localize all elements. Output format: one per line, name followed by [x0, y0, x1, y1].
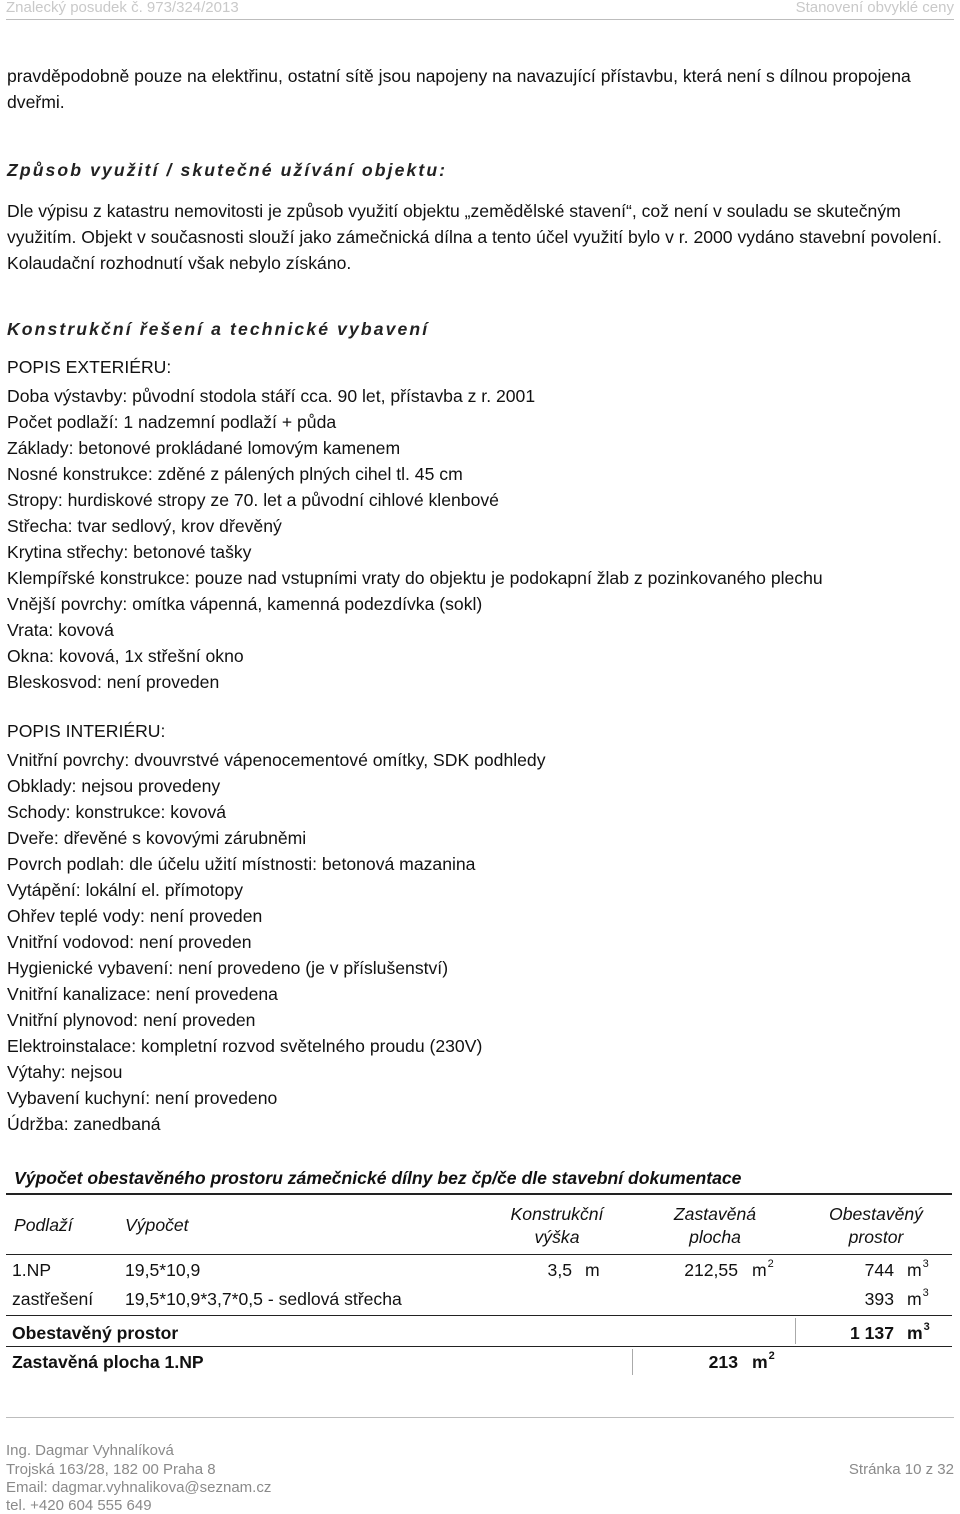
col-header-floor: Podlaží [14, 1215, 73, 1235]
list-item: Vnitřní vodovod: není proveden [7, 932, 252, 952]
exterior-list [7, 383, 823, 695]
calc-table-title: Výpočet obestavěného prostoru zámečnické dílny bez čp/če dle stavební dokumentace [14, 1168, 742, 1188]
list-item: Nosné konstrukce: zděné z pálených plných cihel tl. 45 cm [7, 464, 463, 484]
list-item: Doba výstavby: původní stodola stáří cca. 90 let, přístavba z r. 2001 [7, 386, 536, 406]
row2-volume-unit: $m^3$ [907, 1287, 929, 1309]
header-section-title: Stanovení obvyklé ceny [795, 0, 954, 16]
table-divider [795, 1318, 796, 1344]
total-volume-value: 1 137 [849, 1323, 894, 1343]
list-item: Počet podlaží: 1 nadzemní podlaží + půda [7, 412, 337, 432]
footer-divider [6, 1417, 954, 1418]
list-item: Elektroinstalace: kompletní rozvod světelného proudu (230V) [7, 1036, 483, 1056]
col-header-volume-1: Obestavěný [829, 1204, 923, 1224]
list-item: Vnitřní kanalizace: není provedena [7, 984, 278, 1004]
list-item: Bleskosvod: není proveden [7, 672, 220, 692]
row1-volume: 744 [864, 1260, 894, 1280]
col-header-height-2: výška [534, 1227, 580, 1247]
col-header-height-1: Konstrukční [510, 1204, 604, 1224]
footer-phone: tel. +420 604 555 649 [6, 1497, 152, 1514]
row1-height-unit: m [585, 1260, 600, 1280]
row1-calc: 19,5*10,9 [125, 1260, 201, 1280]
list-item: Údržba: zanedbaná [7, 1114, 161, 1134]
row1-volume-unit: $m^3$ [907, 1258, 929, 1280]
list-item: Vybavení kuchyní: není provedeno [7, 1088, 278, 1108]
total-rule [6, 1346, 952, 1347]
page-header [0, 0, 960, 18]
table-divider [632, 1349, 633, 1375]
total-volume-label: Obestavěný prostor [12, 1323, 179, 1343]
header-rule [6, 1254, 952, 1255]
row1-height: 3,5 [547, 1260, 572, 1280]
header-divider [6, 19, 954, 20]
interior-list [7, 747, 546, 1137]
list-item: Vnitřní povrchy: dvouvrstvé vápenocementové omítky, SDK podhledy [7, 750, 546, 770]
footer-page-number: Stránka 10 z 32 [848, 1461, 954, 1478]
usage-heading: Způsob využití / skutečné užívání objektu: [7, 160, 448, 180]
header-document-title: Znalecký posudek č. 973/324/2013 [6, 0, 239, 16]
table-top-rule [6, 1193, 952, 1195]
list-item: Stropy: hurdiskové stropy ze 70. let a původní cihlové klenbové [7, 490, 499, 510]
col-header-volume-2: prostor [848, 1227, 904, 1247]
built-area-label: Zastavěná plocha 1.NP [12, 1352, 204, 1372]
row2-floor: zastřešení [12, 1289, 94, 1309]
col-header-calc: Výpočet [125, 1215, 189, 1235]
list-item: Schody: konstrukce: kovová [7, 802, 227, 822]
list-item: Vnější povrchy: omítka vápenná, kamenná podezdívka (sokl) [7, 594, 483, 614]
row-rule [6, 1315, 952, 1316]
built-area-unit: $m^2$ [752, 1350, 775, 1372]
list-item: Klempířské konstrukce: pouze nad vstupními vraty do objektu je podokapní žlab z pozinkovaného plechu [7, 568, 823, 588]
list-item: Základy: betonové prokládané lomovým kamenem [7, 438, 401, 458]
list-item: Povrch podlah: dle účelu užití místnosti: betonová mazanina [7, 854, 476, 874]
row2-calc: 19,5*10,9*3,7*0,5 - sedlová střecha [125, 1289, 402, 1309]
list-item: Okna: kovová, 1x střešní okno [7, 646, 244, 666]
row1-area-unit: $m^2$ [752, 1258, 774, 1280]
exterior-title: POPIS EXTERIÉRU: [7, 357, 172, 377]
list-item: Vrata: kovová [7, 620, 114, 640]
row2-volume: 393 [864, 1289, 894, 1309]
interior-title: POPIS INTERIÉRU: [7, 721, 166, 741]
list-item: Střecha: tvar sedlový, krov dřevěný [7, 516, 282, 536]
footer-name: Ing. Dagmar Vyhnalíková [6, 1442, 174, 1459]
construction-heading: Konstrukční řešení a technické vybavení [7, 319, 430, 339]
col-header-area-1: Zastavěná [673, 1204, 757, 1224]
col-header-area-2: plocha [689, 1227, 741, 1247]
list-item: Výtahy: nejsou [7, 1062, 123, 1082]
row1-floor: 1.NP [12, 1260, 52, 1280]
list-item: Ohřev teplé vody: není proveden [7, 906, 263, 926]
list-item: Dveře: dřevěné s kovovými zárubněmi [7, 828, 307, 848]
intro-paragraph: pravděpodobně pouze na elektřinu, ostatní sítě jsou napojeny na navazující přístavbu, která není s dílnou propojena dveřmi. [7, 66, 911, 112]
list-item: Obklady: nejsou provedeny [7, 776, 221, 796]
row1-area: 212,55 [684, 1260, 738, 1280]
list-item: Krytina střechy: betonové tašky [7, 542, 252, 562]
footer-email: Email: dagmar.vyhnalikova@seznam.cz [6, 1479, 272, 1496]
total-volume-unit: $m^3$ [907, 1321, 930, 1343]
built-area-value: 213 [708, 1352, 738, 1372]
list-item: Hygienické vybavení: není provedeno (je v příslušenství) [7, 958, 449, 978]
list-item: Vnitřní plynovod: není proveden [7, 1010, 256, 1030]
usage-paragraph: Dle výpisu z katastru nemovitosti je způsob využití objektu „zemědělské stavení“, což není v souladu se skutečným využitím. Objekt v současnosti slouží jako zámečnická dílna a tento účel využití bylo v r. 2000 vydáno stavební povolení. Kolaudační rozhodnutí však nebylo získáno. [7, 201, 942, 273]
footer-address: Trojská 163/28, 182 00 Praha 8 [6, 1461, 216, 1478]
list-item: Vytápění: lokální el. přímotopy [7, 880, 244, 900]
